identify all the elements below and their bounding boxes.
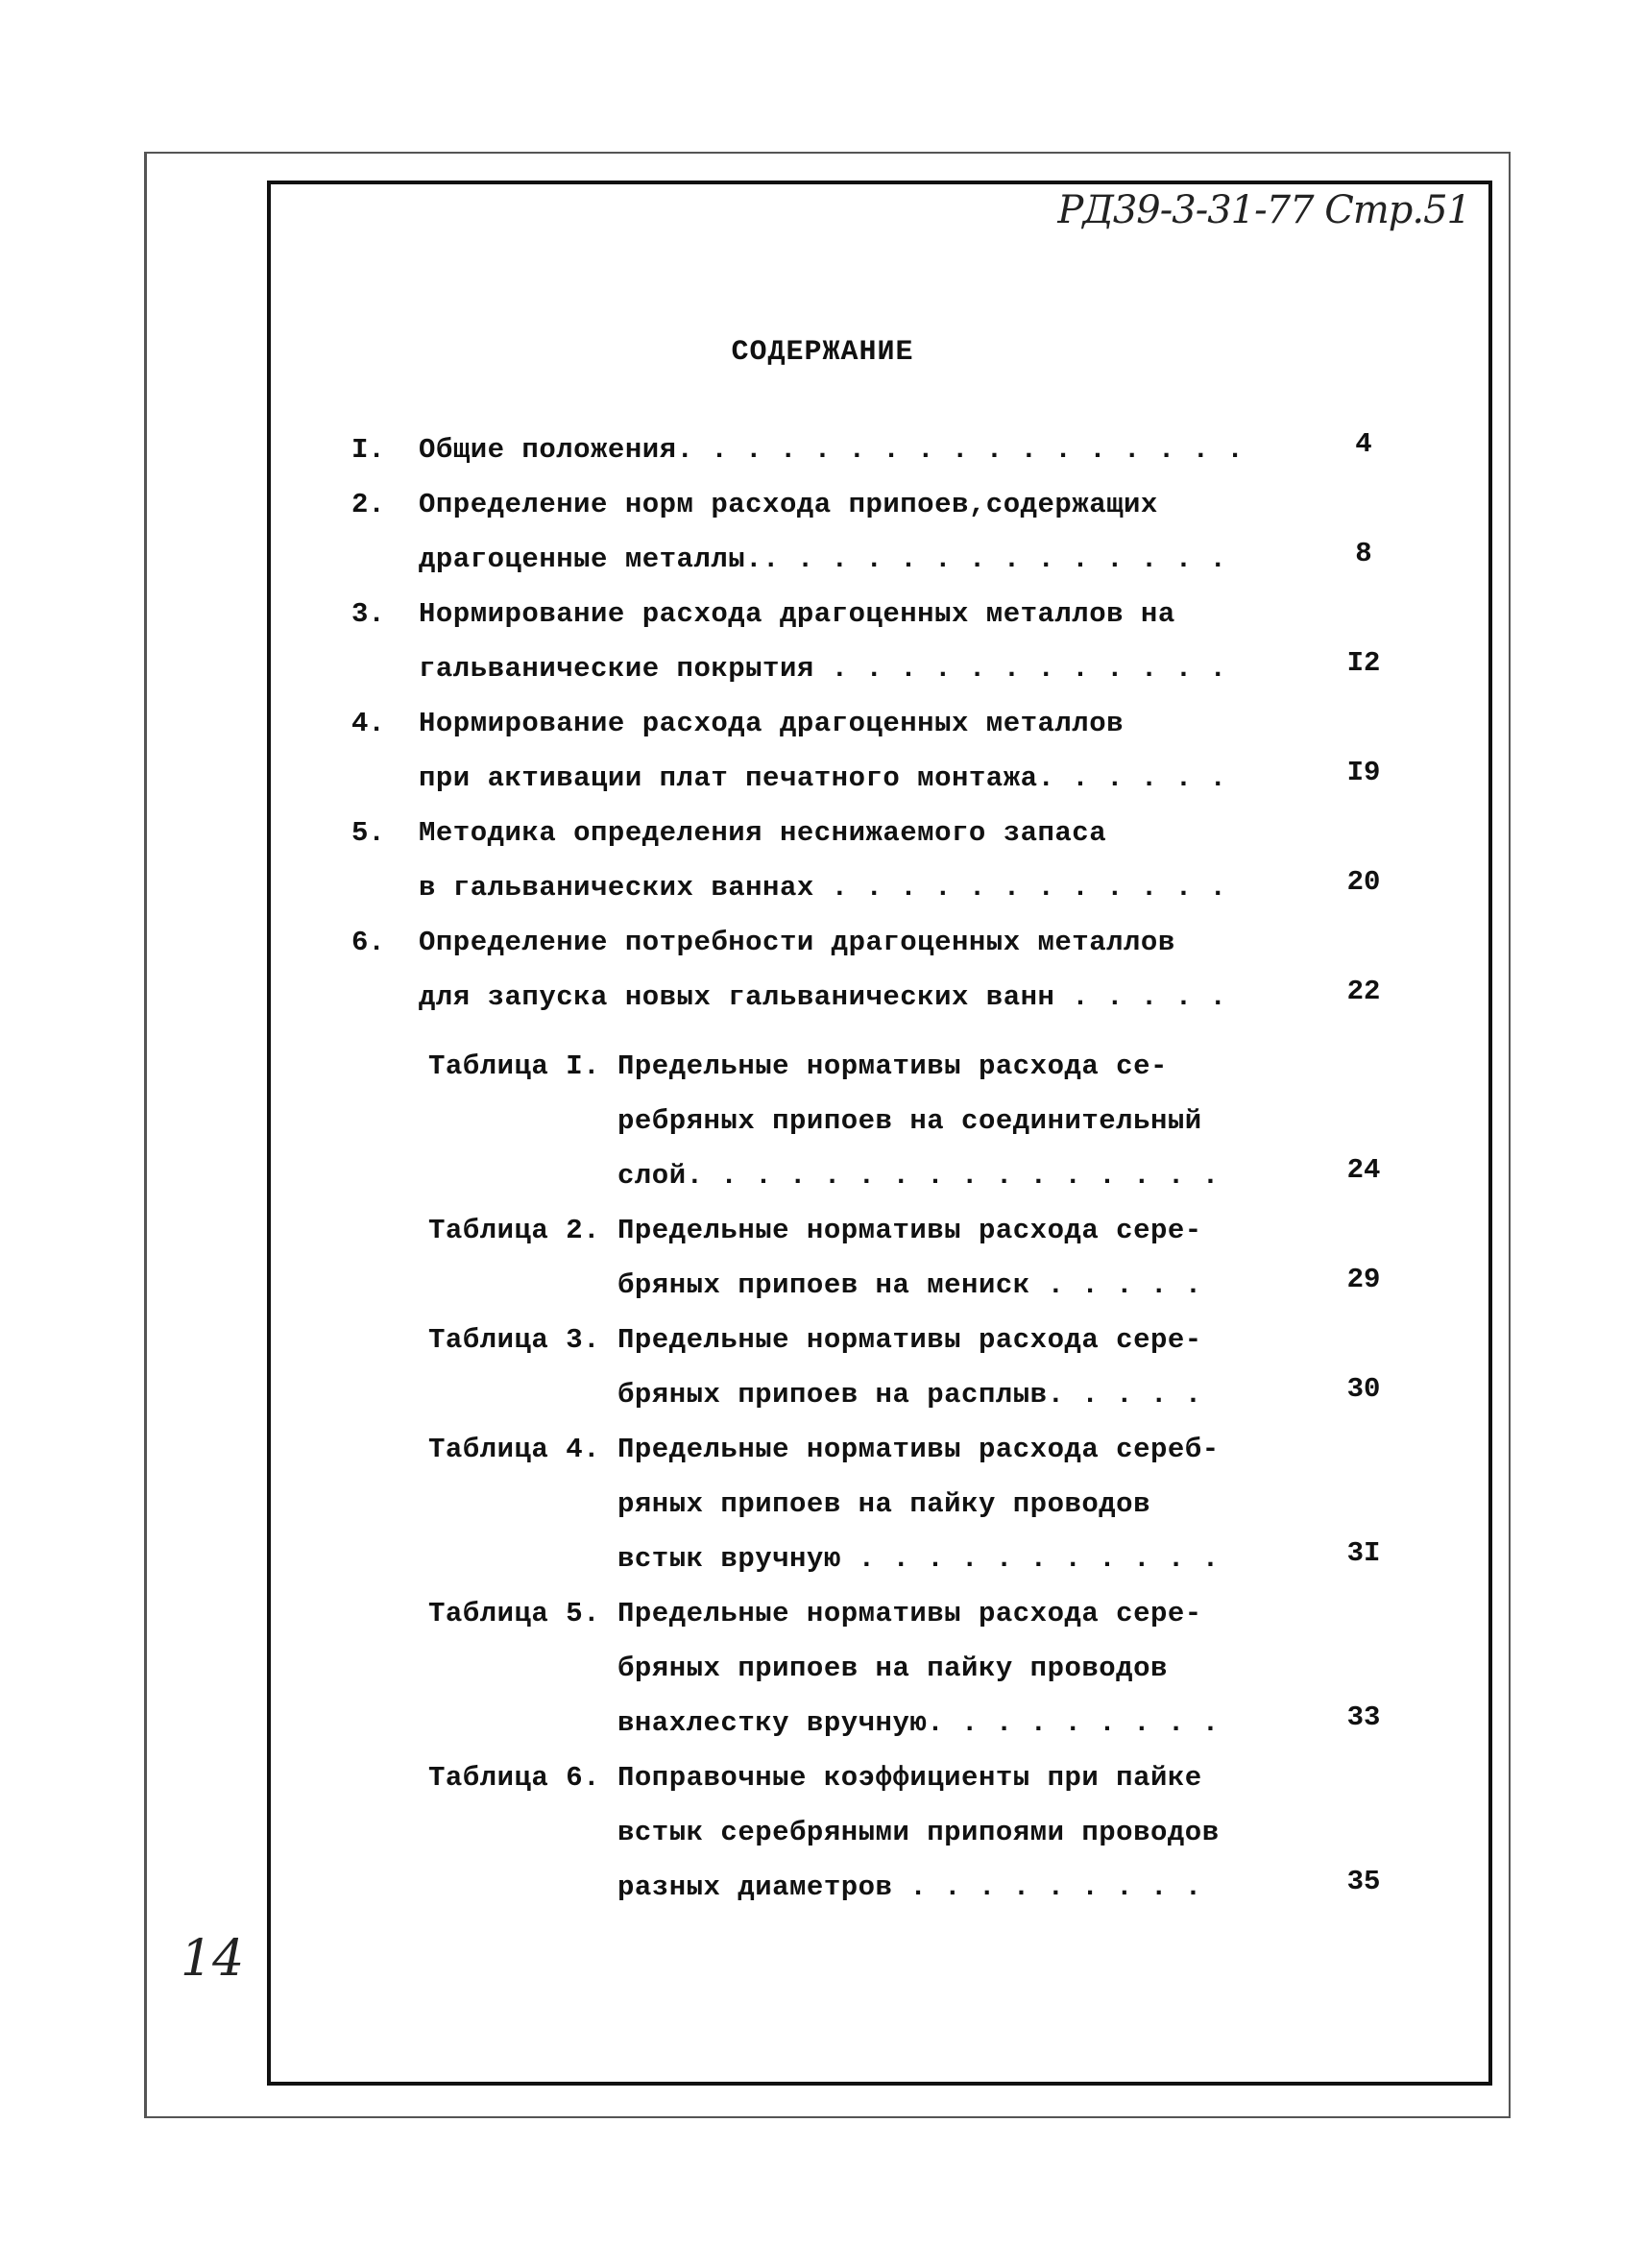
section-page-number: 4 bbox=[1355, 428, 1372, 460]
section-title-line: Методика определения неснижаемого запаса bbox=[419, 817, 1107, 849]
table-title-line: внахлестку вручную. . . . . . . . . bbox=[617, 1707, 1220, 1739]
section-title-line: гальванические покрытия . . . . . . . . . . . . bbox=[419, 653, 1227, 685]
page-title: СОДЕРЖАНИЕ bbox=[731, 336, 914, 369]
table-title-line: Предельные нормативы расхода сереб- bbox=[617, 1434, 1220, 1465]
section-page-number: 20 bbox=[1346, 866, 1381, 898]
table-title-line: встык вручную . . . . . . . . . . . bbox=[617, 1543, 1220, 1575]
table-title-line: бряных припоев на расплыв. . . . . bbox=[617, 1379, 1202, 1411]
table-title-line: встык серебряными припоями проводов bbox=[617, 1817, 1220, 1848]
table-label: Таблица 2. bbox=[428, 1215, 601, 1246]
section-number: 3. bbox=[351, 598, 385, 630]
section-title-line: драгоценные металлы.. . . . . . . . . . . . . . bbox=[419, 543, 1227, 575]
section-number: 2. bbox=[351, 489, 385, 520]
section-number: I. bbox=[351, 434, 385, 466]
table-title-line: Предельные нормативы расхода се- bbox=[617, 1050, 1168, 1082]
table-page-number: 35 bbox=[1346, 1866, 1381, 1897]
section-title-line: Нормирование расхода драгоценных металлов на bbox=[419, 598, 1175, 630]
table-label: Таблица 6. bbox=[428, 1762, 601, 1794]
table-title-line: бряных припоев на пайку проводов bbox=[617, 1653, 1168, 1684]
section-title-line: при активации плат печатного монтажа. . . . . . bbox=[419, 762, 1227, 794]
table-label: Таблица 4. bbox=[428, 1434, 601, 1465]
table-title-line: Предельные нормативы расхода сере- bbox=[617, 1215, 1202, 1246]
section-title-line: Нормирование расхода драгоценных металлов bbox=[419, 708, 1125, 739]
handwritten-sheet-number: 14 bbox=[181, 1930, 245, 1988]
table-title-line: бряных припоев на мениск . . . . . bbox=[617, 1269, 1202, 1301]
table-page-number: 29 bbox=[1346, 1264, 1381, 1295]
table-title-line: слой. . . . . . . . . . . . . . . . bbox=[617, 1160, 1220, 1192]
section-number: 4. bbox=[351, 708, 385, 739]
section-page-number: 8 bbox=[1355, 538, 1372, 569]
table-page-number: 33 bbox=[1346, 1701, 1381, 1733]
table-title-line: Предельные нормативы расхода сере- bbox=[617, 1324, 1202, 1356]
table-page-number: 3I bbox=[1346, 1537, 1381, 1569]
section-number: 5. bbox=[351, 817, 385, 849]
section-title-line: для запуска новых гальванических ванн . . . . . bbox=[419, 981, 1227, 1013]
section-page-number: 22 bbox=[1346, 976, 1381, 1007]
section-title-line: в гальванических ваннах . . . . . . . . . . . . bbox=[419, 872, 1227, 904]
table-label: Таблица 5. bbox=[428, 1598, 601, 1629]
table-label: Таблица 3. bbox=[428, 1324, 601, 1356]
table-title-line: Поправочные коэффициенты при пайке bbox=[617, 1762, 1202, 1794]
section-title-line: Общие положения. . . . . . . . . . . . . . . . . bbox=[419, 434, 1245, 466]
table-label: Таблица I. bbox=[428, 1050, 601, 1082]
table-page-number: 30 bbox=[1346, 1373, 1381, 1405]
table-title-line: разных диаметров . . . . . . . . . bbox=[617, 1871, 1202, 1903]
section-title-line: Определение потребности драгоценных металлов bbox=[419, 927, 1175, 958]
table-title-line: ребряных припоев на соединительный bbox=[617, 1105, 1202, 1137]
table-page-number: 24 bbox=[1346, 1154, 1381, 1186]
table-title-line: ряных припоев на пайку проводов bbox=[617, 1488, 1150, 1520]
section-page-number: I2 bbox=[1346, 647, 1381, 679]
document-code-header: РД39-3-31-77 Стр.51 bbox=[1057, 188, 1470, 232]
section-title-line: Определение норм расхода припоев,содержащих bbox=[419, 489, 1158, 520]
section-number: 6. bbox=[351, 927, 385, 958]
table-title-line: Предельные нормативы расхода сере- bbox=[617, 1598, 1202, 1629]
section-page-number: I9 bbox=[1346, 757, 1381, 788]
